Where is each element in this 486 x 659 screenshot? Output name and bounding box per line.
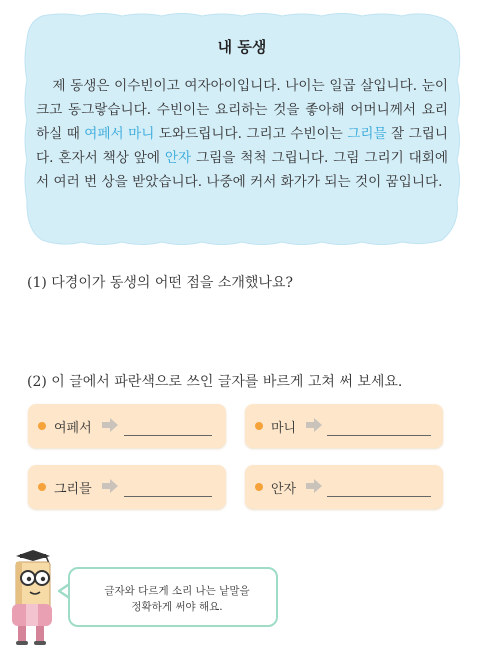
arrow-right-icon bbox=[306, 479, 322, 493]
answer-card[interactable] bbox=[245, 465, 443, 509]
answer-blank-line[interactable] bbox=[124, 496, 212, 497]
answer-card-word: 마니 bbox=[271, 421, 297, 436]
bullet-dot-icon bbox=[255, 422, 263, 430]
answer-card[interactable] bbox=[28, 404, 226, 448]
arrow-right-icon bbox=[102, 479, 118, 493]
passage-title: 내 동생 bbox=[217, 38, 267, 56]
reading-passage bbox=[22, 10, 462, 248]
misspelled-word: 그리믈 bbox=[347, 126, 387, 142]
answer-blank-line[interactable] bbox=[327, 435, 431, 436]
arrow-right-icon bbox=[306, 418, 322, 432]
passage-text: 제 동생은 이수빈이고 여자아이입니다. 나이는 일곱 살입니다. 눈이 크고 동그랗습니다. 수빈이는 요리하는 것을 좋아해 어머니께서 요리하실 때 bbox=[36, 78, 448, 142]
misspelled-word: 안자 bbox=[164, 150, 192, 166]
answer-blank-line[interactable] bbox=[124, 435, 212, 436]
passage-text: 그림을 척척 그립니다. 그림 그리기 대회에서 여러 번 상을 받았습니다. 나중에 커서 화가가 되는 것이 꿈입니다. bbox=[36, 150, 448, 190]
tip-line: 정확하게 써야 해요. bbox=[131, 601, 223, 613]
answer-card-word: 안자 bbox=[271, 482, 297, 497]
bullet-dot-icon bbox=[255, 483, 263, 491]
answer-card-word: 여페서 bbox=[54, 421, 92, 436]
question-1: (1) 다경이가 동생의 어떤 점을 소개했나요? bbox=[27, 275, 293, 291]
answer-card-word: 그리믈 bbox=[54, 482, 92, 497]
tip-line: 글자와 다르게 소리 나는 낱말을 bbox=[104, 585, 250, 597]
passage-text: 도와드립니다. 그리고 수빈이는 bbox=[154, 126, 348, 142]
passage-body bbox=[36, 74, 448, 194]
misspelled-word: 여페서 마니 bbox=[84, 126, 155, 142]
arrow-right-icon bbox=[102, 418, 118, 432]
question-2: (2) 이 글에서 파란색으로 쓰인 글자를 바르게 고쳐 써 보세요. bbox=[27, 374, 403, 390]
bullet-dot-icon bbox=[38, 422, 46, 430]
tip-text bbox=[82, 583, 272, 615]
bullet-dot-icon bbox=[38, 483, 46, 491]
book-character-icon bbox=[6, 548, 66, 648]
tip-speech-bubble bbox=[68, 567, 278, 627]
answer-card[interactable] bbox=[28, 465, 226, 509]
passage-text: 잘 그립니다. 혼자서 책상 앞에 bbox=[36, 126, 448, 166]
answer-blank-line[interactable] bbox=[327, 496, 431, 497]
answer-card[interactable] bbox=[245, 404, 443, 448]
